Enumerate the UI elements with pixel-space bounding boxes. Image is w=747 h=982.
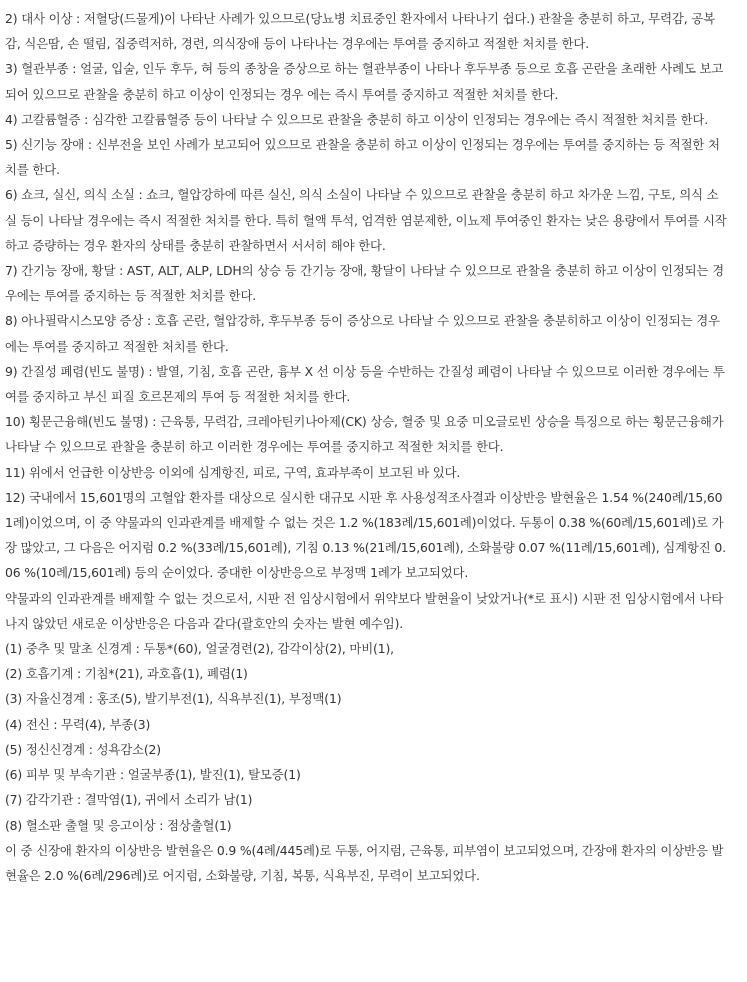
list-item: (1) 중추 및 말초 신경계 : 두통*(60), 얼굴경련(2), 감각이상(2), 마비(1),	[5, 641, 394, 657]
adverse-reaction-rhabdomyolysis: 10) 횡문근융해(빈도 불명) : 근육통, 무력감, 크레아틴키나아제(CK) 상승, 혈중 및 요중 미오글로빈 상승을 특징으로 하는 횡문근융해가 나타날 수 있으므로 관찰을 충분히 하고 이러한 경우에는 투여를 중지하고 적절한 처치를 한다.	[5, 414, 724, 455]
list-item: (7) 감각기관 : 결막염(1), 귀에서 소리가 남(1)	[5, 792, 253, 808]
adverse-reaction-hepatic: 7) 간기능 장애, 황달 : AST, ALT, ALP, LDH의 상승 등 간기능 장애, 황달이 나타날 수 있으므로 관찰을 충분히 하고 이상이 인정되는 경우에는 투여를 중지하는 등 적절한 처치를 한다.	[5, 263, 724, 304]
list-item: (4) 전신 : 무력(4), 부종(3)	[5, 716, 151, 732]
new-adverse-reactions-intro: 약물과의 인과관계를 배제할 수 없는 것으로서, 시판 전 임상시험에서 위약보다 발현율이 낮았거나(*로 표시) 시판 전 임상시험에서 나타나지 않았던 새로운 이상반응은 다음과 같다(괄호안의 숫자는 발현 예수임).	[5, 590, 724, 631]
adverse-reaction-hyperkalemia: 4) 고칼륨혈증 : 심각한 고칼륨혈증 등이 나타날 수 있으므로 관찰을 충분히 하고 이상이 인정되는 경우에는 즉시 적절한 처치를 한다.	[5, 111, 709, 127]
adverse-reaction-angioedema: 3) 혈관부종 : 얼굴, 입술, 인두 후두, 혀 등의 종창을 증상으로 하는 혈관부종이 나타나 후두부종 등으로 호흡 곤란을 초래한 사례도 보고되어 있으므로 관찰을 충분히 하고 이상이 인정되는 경우 에는 즉시 투여를 중지하고 적절한 처치를 한다.	[5, 61, 724, 102]
document-body	[5, 6, 727, 888]
postmarketing-survey: 12) 국내에서 15,601명의 고혈압 환자를 대상으로 실시한 대규모 시판 후 사용성적조사결과 이상반응 발현율은 1.54 %(240례/15,601례)이었으며, 이 중 약물과의 인과관계를 배제할 수 없는 것은 1.2 %(183례/15,601례)이었다. 두통이 0.38 %(60례/15,601례)로 가장 많았고, 그 다음은 어지럼 0.2 %(33례/15,601례), 기침 0.13 %(21례/15,601례), 소화불량 0.07 %(11례/15,601례), 심계항진 0.06 %(10례/15,601례) 등의 순이었다. 중대한 이상반응으로 부정맥 1례가 보고되었다.	[5, 489, 726, 581]
list-item: (8) 혈소판 출혈 및 응고이상 : 점상출혈(1)	[5, 817, 232, 833]
adverse-reaction-other: 11) 위에서 언급한 이상반응 이외에 심계항진, 피로, 구역, 효과부족이 보고된 바 있다.	[5, 464, 461, 480]
list-item: (2) 호흡기계 : 기침*(21), 과호흡(1), 폐렴(1)	[5, 666, 248, 682]
adverse-reaction-metabolic: 2) 대사 이상 : 저혈당(드물게)이 나타난 사례가 있으므로(당뇨병 치료중인 환자에서 나타나기 쉽다.) 관찰을 충분히 하고, 무력감, 공복감, 식은땀, 손 떨림, 집중력저하, 경련, 의식장애 등이 나타나는 경우에는 투여를 중지하고 적절한 처치를 한다.	[5, 11, 715, 52]
adverse-reaction-pneumonia: 9) 간질성 폐렴(빈도 불명) : 발열, 기침, 호흡 곤란, 흉부 X 선 이상 등을 수반하는 간질성 폐렴이 나타날 수 있으므로 이러한 경우에는 투여를 중지하고 부신 피질 호르몬제의 투여 등 적절한 처치를 한다.	[5, 363, 725, 405]
adverse-reaction-shock: 6) 쇼크, 실신, 의식 소실 : 쇼크, 혈압강하에 따른 실신, 의식 소실이 나타날 수 있으므로 관찰을 충분히 하고 차가운 느낌, 구토, 의식 소실 등이 나타날 경우에는 즉시 적절한 처치를 한다. 특히 혈액 투석, 엄격한 염분제한, 이뇨제 투여중인 환자는 낮은 용량에서 투여를 시작하고 증량하는 경우 환자의 상태를 충분히 관찰하면서 서서히 해야 한다.	[5, 187, 727, 253]
adverse-reaction-renal: 5) 신기능 장애 : 신부전을 보인 사례가 보고되어 있으므로 관찰을 충분히 하고 이상이 인정되는 경우에는 투여를 중지하는 등 적절한 처치를 한다.	[5, 137, 720, 178]
list-item: (6) 피부 및 부속기관 : 얼굴부종(1), 발진(1), 탈모증(1)	[5, 767, 301, 783]
list-item: (5) 정신신경계 : 성욕감소(2)	[5, 741, 161, 757]
renal-hepatic-summary: 이 중 신장애 환자의 이상반응 발현율은 0.9 %(4례/445례)로 두통, 어지럼, 근육통, 피부염이 보고되었으며, 간장애 환자의 이상반응 발현율은 2.0 %(6례/296례)로 어지럼, 소화불량, 기침, 복통, 식욕부진, 무력이 보고되었다.	[5, 842, 724, 883]
adverse-reaction-anaphylactoid: 8) 아나필락시스모양 증상 : 호흡 곤란, 혈압강하, 후두부종 등이 증상으로 나타날 수 있으므로 관찰을 충분히하고 이상이 인정되는 경우에는 투여를 중지하고 적절한 처치를 한다.	[5, 313, 720, 354]
list-item: (3) 자율신경계 : 홍조(5), 발기부전(1), 식욕부진(1), 부정맥(1)	[5, 691, 342, 707]
